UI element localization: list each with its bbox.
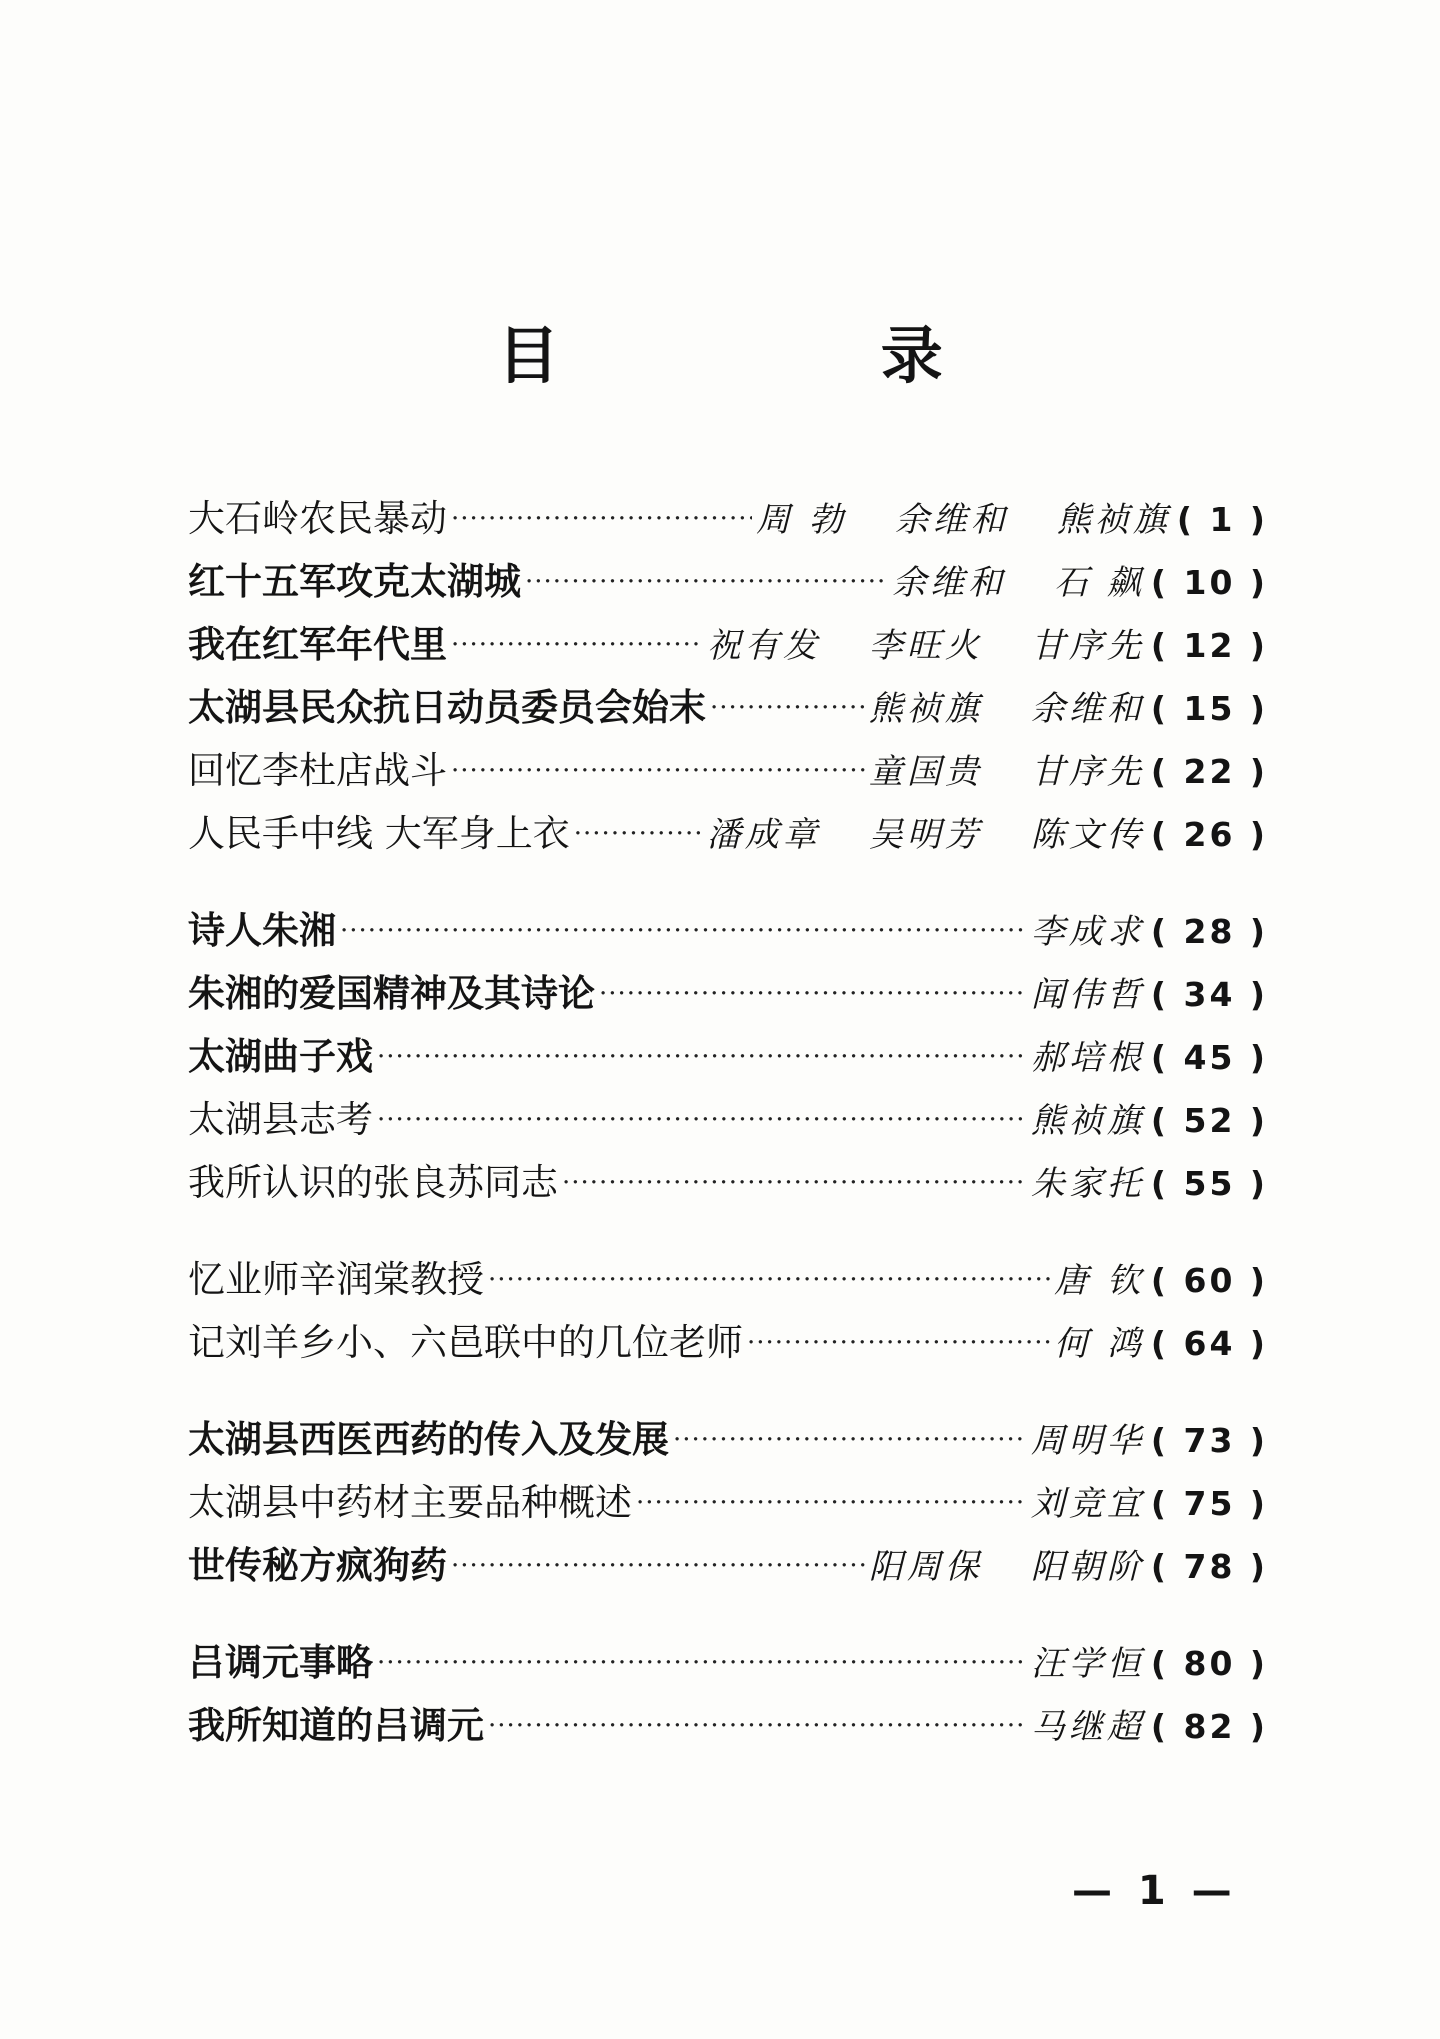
entry-page-ref: ( 75 ) (1150, 1484, 1268, 1523)
author-name: 闻伟哲 (1030, 975, 1145, 1015)
dot-leader (636, 1488, 1027, 1518)
author-name: 祝有发 (706, 626, 821, 666)
author-name: 郝培根 (1030, 1038, 1145, 1078)
entry-title: 太湖县民众抗日动员委员会始末 (188, 686, 706, 729)
entry-page-ref: ( 15 ) (1150, 689, 1268, 728)
author-name: 阳周保 (868, 1547, 983, 1587)
entry-page-ref: ( 80 ) (1150, 1644, 1268, 1683)
author-name: 余维和 (1030, 689, 1145, 729)
entry-authors (1031, 1699, 1145, 1748)
entry-title: 红十五军攻克太湖城 (188, 560, 521, 603)
dot-leader (377, 1648, 1027, 1678)
entry-authors (1054, 1316, 1145, 1365)
toc-section (188, 900, 1268, 1215)
entry-authors (869, 1539, 1145, 1588)
dot-leader (710, 693, 865, 723)
author-name: 潘成章 (706, 815, 821, 855)
entry-authors (1031, 1413, 1145, 1462)
author-name: 何 鸿 (1054, 1324, 1145, 1364)
dot-leader (377, 1105, 1027, 1135)
toc-section (188, 1249, 1268, 1375)
toc-entry[interactable] (188, 614, 1268, 677)
toc-entry[interactable] (188, 551, 1268, 614)
entry-page-ref: ( 60 ) (1150, 1261, 1268, 1300)
entry-page-ref: ( 73 ) (1150, 1421, 1268, 1460)
entry-title: 大石岭农民暴动 (188, 497, 447, 540)
toc-entry[interactable] (188, 488, 1268, 551)
entry-page-ref: ( 45 ) (1150, 1038, 1268, 1077)
page-number: — 1 — (1072, 1868, 1238, 1914)
toc-entry[interactable] (188, 677, 1268, 740)
toc-section (188, 1409, 1268, 1598)
toc-entry[interactable] (188, 1472, 1268, 1535)
dot-leader (451, 1551, 865, 1581)
entry-page-ref: ( 78 ) (1150, 1547, 1268, 1586)
entry-authors (869, 681, 1145, 730)
entry-page-ref: ( 82 ) (1150, 1707, 1268, 1746)
dot-leader (562, 1168, 1027, 1198)
toc-entry[interactable] (188, 1089, 1268, 1152)
author-name: 唐 钦 (1054, 1261, 1145, 1301)
author-name: 石 飙 (1054, 563, 1145, 603)
author-name: 刘竞宜 (1030, 1484, 1145, 1524)
dot-leader (451, 756, 865, 786)
toc-entry[interactable] (188, 1409, 1268, 1472)
entry-title: 我所知道的吕调元 (188, 1704, 484, 1747)
entry-authors (1031, 1636, 1145, 1685)
entry-title: 记刘羊乡小、六邑联中的几位老师 (188, 1321, 743, 1364)
entry-title: 我所认识的张良苏同志 (188, 1161, 558, 1204)
entry-title: 世传秘方疯狗药 (188, 1544, 447, 1587)
author-name: 汪学恒 (1030, 1644, 1145, 1684)
entry-page-ref: ( 26 ) (1150, 815, 1268, 854)
toc-section (188, 488, 1268, 866)
entry-title: 人民手中线 大军身上衣 (188, 812, 570, 855)
table-of-contents (188, 488, 1268, 1792)
toc-entry[interactable] (188, 1152, 1268, 1215)
entry-authors (869, 744, 1145, 793)
author-name: 熊祯旗 (1056, 500, 1171, 540)
entry-authors (1054, 1253, 1145, 1302)
dot-leader (340, 916, 1027, 946)
dot-leader (747, 1328, 1050, 1358)
toc-entry[interactable] (188, 1026, 1268, 1089)
author-name: 余维和 (894, 500, 1009, 540)
author-name: 周 勃 (756, 500, 847, 540)
toc-entry[interactable] (188, 900, 1268, 963)
entry-page-ref: ( 55 ) (1150, 1164, 1268, 1203)
entry-authors (707, 807, 1145, 856)
author-name: 陈文传 (1030, 815, 1145, 855)
toc-section (188, 1632, 1268, 1758)
entry-title: 回忆李杜店战斗 (188, 749, 447, 792)
entry-authors (1031, 967, 1145, 1016)
toc-entry[interactable] (188, 803, 1268, 866)
dot-leader (377, 1042, 1027, 1072)
entry-title: 太湖县中药材主要品种概述 (188, 1481, 632, 1524)
toc-entry[interactable] (188, 1312, 1268, 1375)
author-name: 熊祯旗 (868, 689, 983, 729)
entry-page-ref: ( 22 ) (1150, 752, 1268, 791)
entry-page-ref: ( 12 ) (1150, 626, 1268, 665)
author-name: 李旺火 (868, 626, 983, 666)
dot-leader (488, 1265, 1050, 1295)
dot-leader (488, 1711, 1027, 1741)
dot-leader (574, 819, 703, 849)
author-name: 马继超 (1030, 1707, 1145, 1747)
entry-title: 太湖县西医西药的传入及发展 (188, 1418, 669, 1461)
author-name: 李成求 (1030, 912, 1145, 952)
entry-authors (707, 618, 1145, 667)
author-name: 余维和 (892, 563, 1007, 603)
author-name: 童国贵 (868, 752, 983, 792)
toc-entry[interactable] (188, 1695, 1268, 1758)
entry-authors (1031, 1156, 1145, 1205)
author-name: 甘序先 (1030, 626, 1145, 666)
entry-authors (1031, 1030, 1145, 1079)
entry-authors (756, 492, 1171, 541)
dot-leader (525, 567, 888, 597)
entry-authors (1031, 904, 1145, 953)
author-name: 周明华 (1030, 1421, 1145, 1461)
dot-leader (451, 630, 703, 660)
entry-page-ref: ( 10 ) (1150, 563, 1268, 602)
entry-title: 太湖县志考 (188, 1098, 373, 1141)
entry-page-ref: ( 28 ) (1150, 912, 1268, 951)
author-name: 甘序先 (1030, 752, 1145, 792)
dot-leader (673, 1425, 1027, 1455)
entry-page-ref: ( 34 ) (1150, 975, 1268, 1014)
author-name: 阳朝阶 (1030, 1547, 1145, 1587)
entry-title: 太湖曲子戏 (188, 1035, 373, 1078)
entry-title: 忆业师辛润棠教授 (188, 1258, 484, 1301)
entry-title: 我在红军年代里 (188, 623, 447, 666)
toc-entry[interactable] (188, 1535, 1268, 1598)
entry-title: 诗人朱湘 (188, 909, 336, 952)
author-name: 吴明芳 (868, 815, 983, 855)
toc-entry[interactable] (188, 1249, 1268, 1312)
entry-page-ref: ( 52 ) (1150, 1101, 1268, 1140)
entry-authors (892, 555, 1145, 604)
entry-page-ref: ( 1 ) (1176, 500, 1268, 539)
entry-authors (1031, 1093, 1145, 1142)
entry-title: 吕调元事略 (188, 1641, 373, 1684)
dot-leader (599, 979, 1027, 1009)
toc-entry[interactable] (188, 963, 1268, 1026)
dot-leader (451, 504, 752, 534)
entry-title: 朱湘的爱国精神及其诗论 (188, 972, 595, 1015)
toc-entry[interactable] (188, 1632, 1268, 1695)
author-name: 朱家托 (1030, 1164, 1145, 1204)
page-title: 目 录 (497, 319, 1093, 392)
entry-authors (1031, 1476, 1145, 1525)
toc-entry[interactable] (188, 740, 1268, 803)
entry-page-ref: ( 64 ) (1150, 1324, 1268, 1363)
author-name: 熊祯旗 (1030, 1101, 1145, 1141)
